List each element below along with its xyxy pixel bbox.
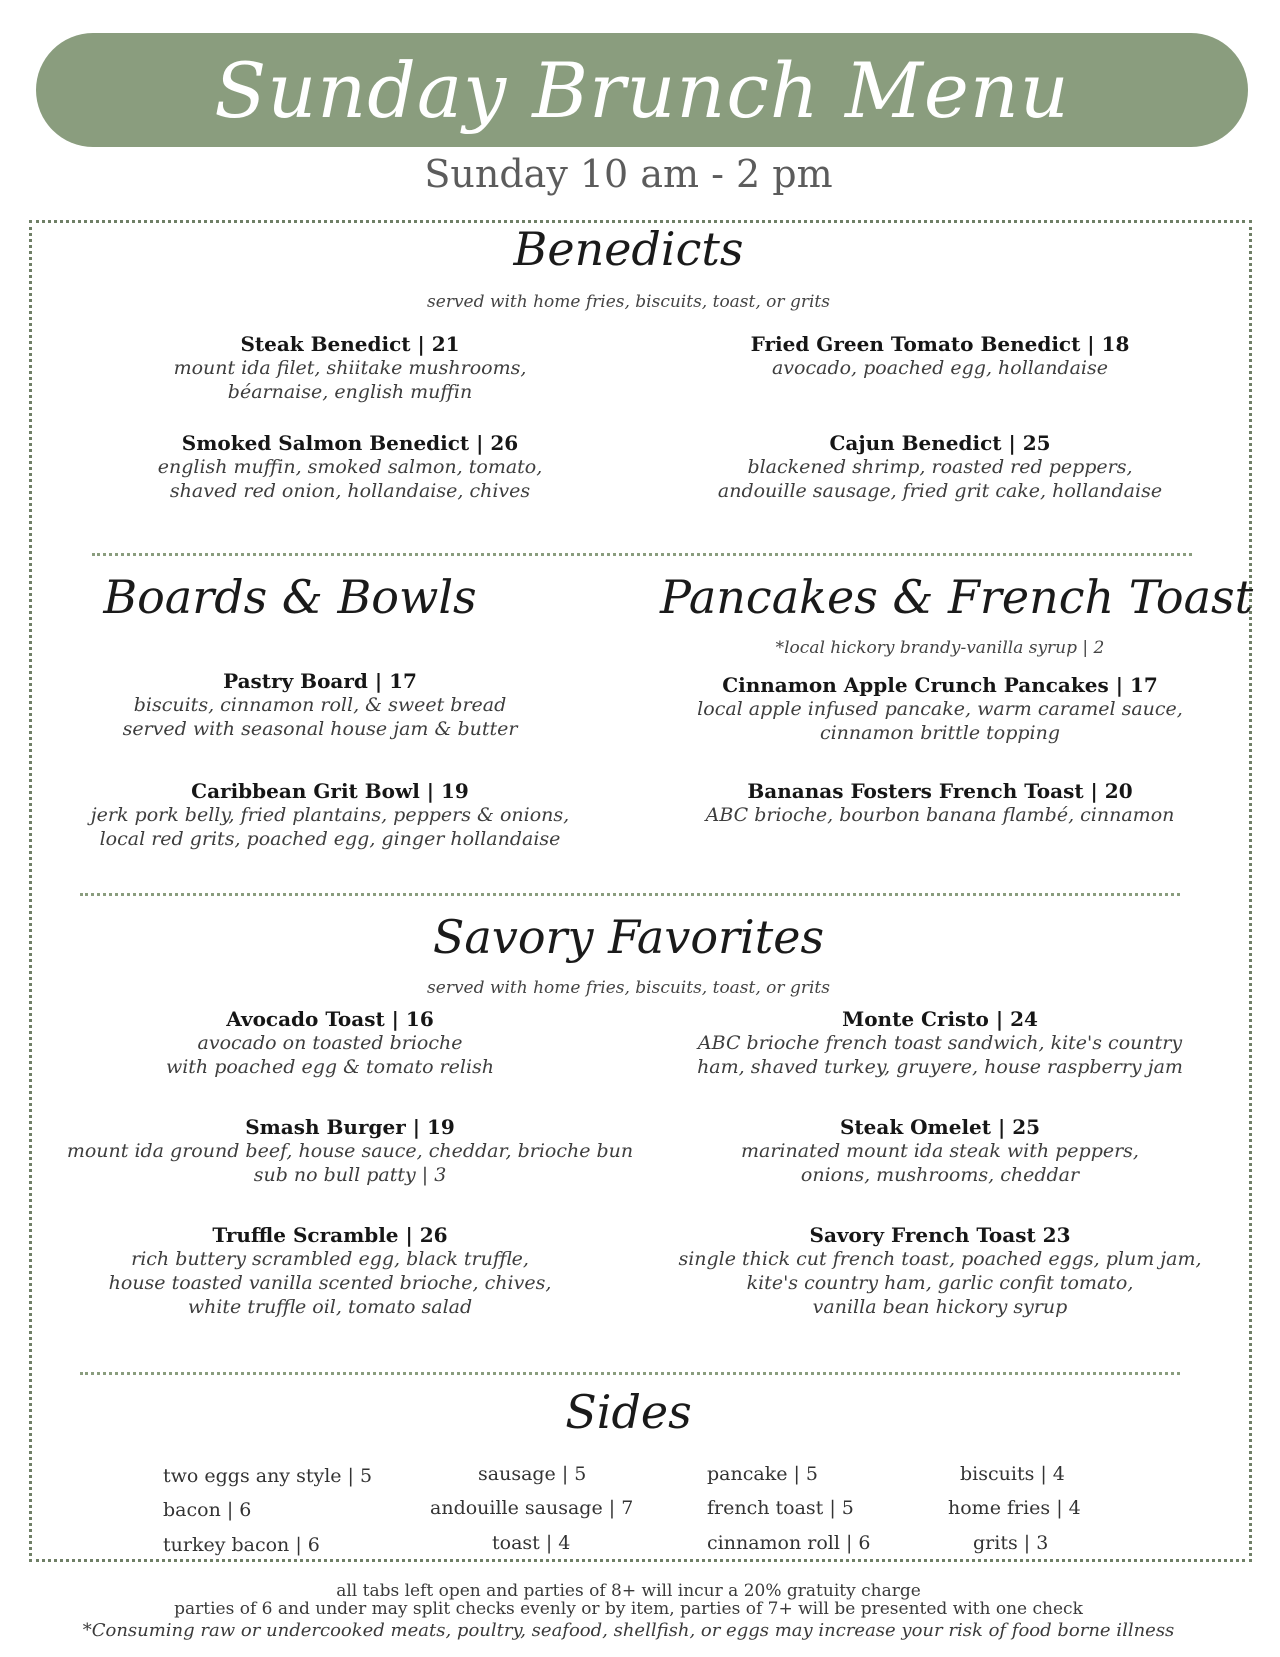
item-description: mount ida filet, shiitake mushrooms, béarnaise, english muffin	[173, 357, 527, 403]
benedicts-heading: Benedicts	[513, 222, 744, 276]
item-name: Pastry Board | 17	[223, 669, 417, 693]
side-item: pancake | 5	[707, 1463, 819, 1485]
side-item: grits | 3	[973, 1532, 1049, 1554]
menu-frame	[29, 220, 1252, 1562]
item-name: Avocado Toast | 16	[226, 1007, 434, 1031]
item-description: marinated mount ida steak with peppers, onions, mushrooms, cheddar	[741, 1140, 1139, 1186]
item-description: avocado, poached egg, hollandaise	[771, 357, 1108, 379]
side-item: andouille sausage | 7	[430, 1497, 634, 1519]
savory-note: served with home fries, biscuits, toast, or grits	[427, 978, 830, 998]
menu-item	[650, 779, 1230, 827]
item-description: rich buttery scrambled egg, black truffle, house toasted vanilla scented brioche, chives, white truffle oil, tomato salad	[108, 1248, 552, 1318]
item-name: Truffle Scramble | 26	[212, 1223, 448, 1247]
menu-item	[40, 1007, 620, 1079]
food-safety-disclaimer: *Consuming raw or undercooked meats, poultry, seafood, shellfish, or eggs may increase your risk of food borne illness	[82, 1620, 1175, 1641]
item-name: Savory French Toast 23	[809, 1223, 1071, 1247]
gratuity-note: all tabs left open and parties of 8+ will incur a 20% gratuity charge	[336, 1581, 921, 1601]
item-description: biscuits, cinnamon roll, & sweet bread served with seasonal house jam & butter	[122, 694, 518, 740]
benedicts-note: served with home fries, biscuits, toast, or grits	[427, 292, 830, 312]
menu-item	[650, 673, 1230, 745]
item-name: Smoked Salmon Benedict | 26	[181, 431, 519, 455]
item-name: Smash Burger | 19	[245, 1115, 455, 1139]
item-name: Cinnamon Apple Crunch Pancakes | 17	[722, 673, 1158, 697]
item-name: Steak Omelet | 25	[839, 1115, 1041, 1139]
section-divider	[80, 893, 1180, 896]
item-description: local apple infused pancake, warm caramel sauce, cinnamon brittle topping	[697, 698, 1183, 744]
side-item: sausage | 5	[478, 1463, 587, 1485]
sides-heading: Sides	[565, 1385, 692, 1439]
item-name: Monte Cristo | 24	[842, 1007, 1038, 1031]
item-name: Fried Green Tomato Benedict | 18	[750, 332, 1130, 356]
item-description: english muffin, smoked salmon, tomato, shaved red onion, hollandaise, chives	[157, 456, 543, 502]
side-item: home fries | 4	[948, 1497, 1081, 1519]
menu-item	[640, 431, 1240, 503]
item-description: single thick cut french toast, poached eggs, plum jam, kite's country ham, garlic confit tomato, vanilla bean hickory syrup	[678, 1248, 1202, 1318]
menu-item	[30, 1115, 670, 1187]
menu-title: Sunday Brunch Menu	[214, 45, 1070, 135]
section-divider	[92, 553, 1192, 556]
side-item: bacon | 6	[163, 1499, 252, 1521]
menu-item	[650, 332, 1230, 380]
boards-heading: Boards & Bowls	[103, 570, 477, 624]
item-description: ABC brioche french toast sandwich, kite's country ham, shaved turkey, gruyere, house raspberry jam	[697, 1032, 1183, 1078]
service-hours: Sunday 10 am - 2 pm	[424, 152, 833, 196]
savory-heading: Savory Favorites	[432, 910, 825, 964]
item-name: Cajun Benedict | 25	[829, 431, 1051, 455]
menu-item	[40, 1223, 620, 1319]
menu-item	[40, 669, 600, 741]
pancakes-note: *local hickory brandy-vanilla syrup | 2	[775, 638, 1105, 658]
menu-item	[650, 1115, 1230, 1187]
item-description: avocado on toasted brioche with poached egg & tomato relish	[165, 1032, 495, 1078]
menu-item	[40, 779, 620, 851]
pancakes-heading: Pancakes & French Toast	[660, 570, 1254, 624]
menu-item	[60, 332, 640, 404]
side-item: cinnamon roll | 6	[707, 1532, 871, 1554]
side-item: two eggs any style | 5	[163, 1465, 373, 1487]
menu-item	[45, 431, 655, 503]
item-name: Steak Benedict | 21	[240, 332, 460, 356]
item-description: blackened shrimp, roasted red peppers, andouille sausage, fried grit cake, hollandaise	[717, 456, 1163, 502]
side-item: biscuits | 4	[960, 1463, 1065, 1485]
item-name: Caribbean Grit Bowl | 19	[191, 779, 469, 803]
menu-item	[640, 1223, 1240, 1319]
split-check-note: parties of 6 and under may split checks evenly or by item, parties of 7+ will be presented with one check	[174, 1599, 1083, 1619]
section-divider	[80, 1372, 1180, 1375]
menu-item	[650, 1007, 1230, 1079]
item-name: Bananas Fosters French Toast | 20	[747, 779, 1133, 803]
item-description: mount ida ground beef, house sauce, cheddar, brioche bun sub no bull patty | 3	[66, 1140, 634, 1186]
side-item: turkey bacon | 6	[163, 1534, 320, 1556]
title-banner	[36, 33, 1248, 147]
side-item: toast | 4	[492, 1532, 571, 1554]
item-description: jerk pork belly, fried plantains, peppers & onions, local red grits, poached egg, ginger hollandaise	[90, 804, 570, 850]
side-item: french toast | 5	[707, 1497, 854, 1519]
item-description: ABC brioche, bourbon banana flambé, cinnamon	[705, 804, 1175, 826]
